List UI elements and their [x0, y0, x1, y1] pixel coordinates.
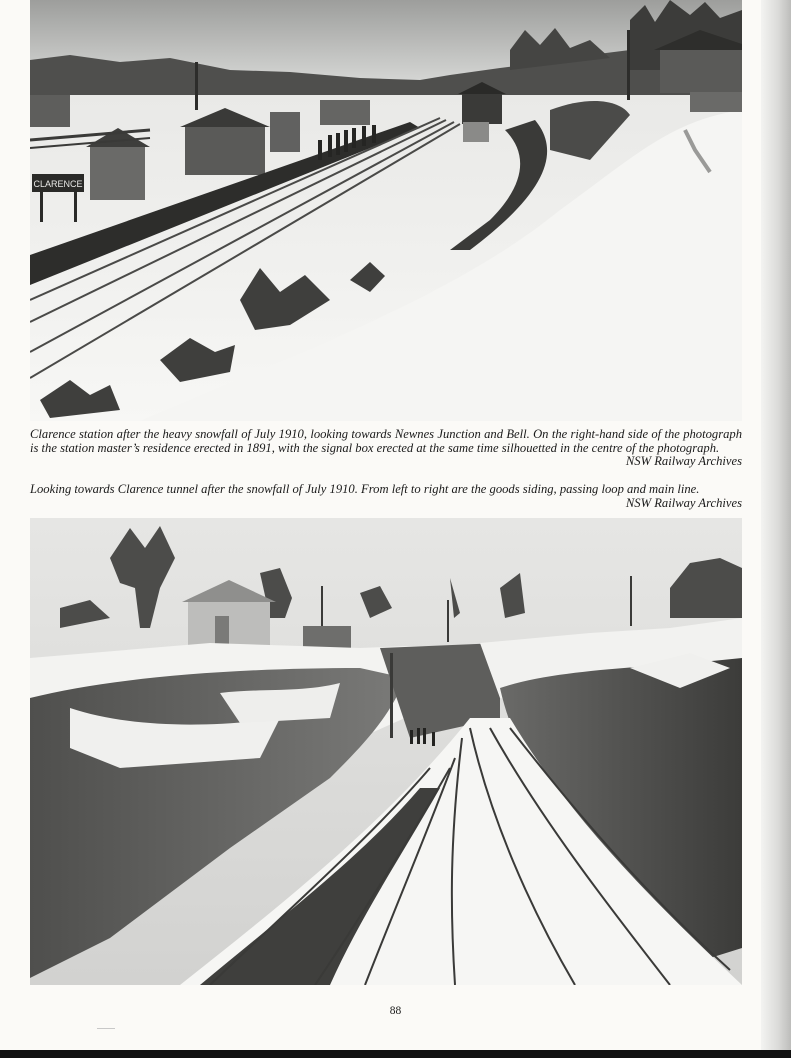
photo-clarence-station [30, 0, 742, 421]
page-number: 88 [389, 1005, 402, 1017]
photo-credit: NSW Railway Archives [625, 495, 742, 510]
station-sign-label: CLARENCE [33, 179, 83, 189]
photo-clarence-tunnel-cutting [30, 518, 742, 985]
station-snow-scene [30, 0, 742, 421]
scan-bottom-edge [0, 1050, 791, 1058]
caption-text: Looking towards Clarence tunnel after the snowfall of July 1910. From left to right are the goods siding, passing loop and main line. [30, 482, 700, 496]
pencil-mark [97, 1028, 115, 1029]
caption-clarence-tunnel [30, 483, 742, 510]
page-edge-shadow [761, 0, 791, 1058]
caption-text: Clarence station after the heavy snowfall of July 1910, looking towards Newnes Junction and Bell. On the right-hand side of the photograph is the station master’s residence erected in 1891, with the signal box erected at the same time silhouetted in the centre of the photograph. [30, 427, 742, 455]
cutting-snow-scene [30, 518, 742, 985]
caption-clarence-station [30, 428, 742, 469]
photo-credit: NSW Railway Archives [625, 454, 742, 468]
